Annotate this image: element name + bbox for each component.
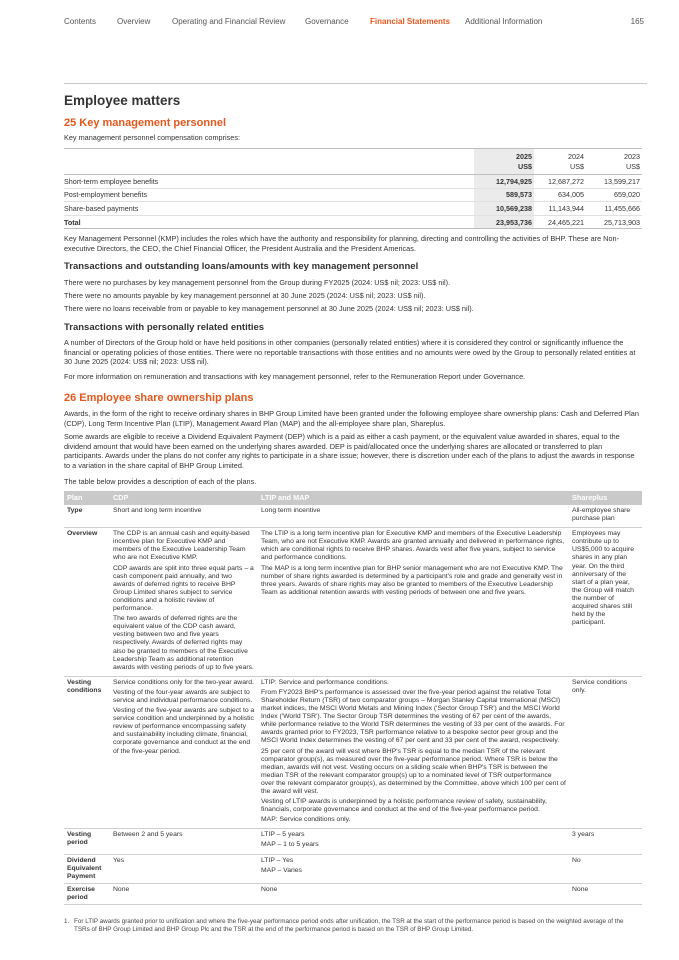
plans-cell-paragraph: Employees may contribute up to US$5,000 to acquire shares in any plan year. On the third anniversary of the start of a plan year, the Group will match the number of acquired shares still held by the participant. bbox=[572, 530, 634, 627]
plans-row-label: Exercise period bbox=[64, 883, 110, 904]
plans-cell-paragraph: The MAP is a long term incentive plan for BHP senior management who are not Executive KMP. The number of share rights awarded is determined by a participant's role and grade and generally vest in three years. Awards of share rights may also be granted to members of the Executive Leadership Team as additional retention awards with vesting periods of between one and five years. bbox=[261, 564, 563, 596]
plans-row-label: Dividend Equivalent Payment bbox=[64, 854, 110, 883]
plans-cell-paragraph: 25 per cent of the award will vest where BHP's TSR is equal to the median TSR of the relevant comparator group(s), as measured over the five-year performance period. Where TSR is below the median, awards will not vest. Vesting occurs on a sliding scale when BHP's TSR is between the median TSR of the relevant comparator group(s) up to a nominated level of TSR outperformance over the relevant comparator group(s), as determined by the Committee, above which 100 per cent of the award will vest. bbox=[261, 747, 566, 795]
cell-2025: 23,953,736 bbox=[474, 215, 534, 229]
plans-cell-paragraph: Service conditions only for the two-year award. bbox=[113, 678, 254, 686]
section-25-title: 25 Key management personnel bbox=[64, 117, 227, 129]
plans-cell-paragraph: LTIP – 5 years bbox=[261, 831, 305, 839]
plans-cell-paragraph: Vesting of the five-year awards are subject to a service condition and underpinned by a holistic review of performance encompassing safety and sustainability including climate, financial, corporate governance and conduct at the end of the five-year period. bbox=[113, 707, 255, 755]
plans-cell-shareplus bbox=[569, 528, 642, 677]
plans-cell-ltip bbox=[258, 829, 569, 854]
plans-table-row bbox=[64, 854, 642, 883]
plans-cell-paragraph: Short and long term incentive bbox=[113, 507, 202, 514]
plans-cell-cdp bbox=[110, 829, 258, 854]
page-title: Employee matters bbox=[64, 93, 181, 108]
plans-row-label: Vesting period bbox=[64, 829, 110, 854]
esop-paragraph-2: Some awards are eligible to receive a Dividend Equivalent Payment (DEP) which is a paid as either a cash payment, or the equivalent value awarded in shares, equal to the dividend amount that would have been earned on the underlying shares awarded. DEP is paid/allocated once the underlying shares are allocated or transferred to plan participants. Awards under the plans do not confer any rights to participate in a share issue; however, there is discretion under each of the plans to adjust the awards in response to a variation in the share capital of BHP Group Limited. bbox=[64, 432, 635, 470]
related-entities-heading: Transactions with personally related entities bbox=[64, 322, 265, 333]
plans-cell-paragraph: No bbox=[572, 856, 581, 864]
plans-cell-paragraph: Long term incentive bbox=[261, 507, 321, 514]
nav-link-additional-information[interactable]: Additional Information bbox=[465, 17, 543, 26]
cell-2025: 12,794,925 bbox=[474, 175, 534, 189]
plans-cell-shareplus bbox=[569, 829, 642, 854]
cell-2025: 10,569,238 bbox=[474, 202, 534, 216]
footnote-number: 1. bbox=[64, 918, 70, 925]
section-26-title: 26 Employee share ownership plans bbox=[64, 392, 254, 404]
plans-cell-ltip bbox=[258, 883, 569, 904]
loans-line: There were no purchases by key management personnel from the Group during FY2025 (2024: US$ nil; 2023: US$ nil). bbox=[64, 278, 451, 287]
plans-cell-paragraph: None bbox=[113, 885, 130, 893]
footnote bbox=[64, 918, 640, 934]
plans-row-label: Type bbox=[64, 505, 110, 528]
cell-2024: 24,465,221 bbox=[534, 215, 586, 229]
plans-cell-paragraph: Yes bbox=[113, 856, 125, 864]
col-header-2023: 2023 US$ bbox=[624, 152, 640, 171]
cell-2024: 634,005 bbox=[534, 188, 586, 202]
plans-cell-shareplus bbox=[569, 854, 642, 883]
plans-cell-cdp bbox=[110, 854, 258, 883]
plans-table-row bbox=[64, 883, 642, 904]
cell-2023: 659,020 bbox=[586, 188, 642, 202]
plans-cell-paragraph: The LTIP is a long term incentive plan for Executive KMP and members of the Executive Leadership Team, who are not Executive KMP. Awards are granted annually and delivered in performance rights, which are conditional rights to receive BHP shares. Awards vest after five years, subject to service and performance conditions. bbox=[261, 530, 565, 562]
row-label: Post-employment benefits bbox=[64, 188, 474, 202]
plans-cell-cdp bbox=[110, 676, 258, 829]
plans-cell-paragraph: All-employee share purchase plan bbox=[572, 507, 631, 523]
plans-cell-ltip bbox=[258, 505, 569, 528]
cell-2023: 11,455,666 bbox=[586, 202, 642, 216]
kmp-intro: Key management personnel compensation comprises: bbox=[64, 133, 241, 142]
table-row bbox=[64, 202, 642, 216]
loans-heading: Transactions and outstanding loans/amounts with key management personnel bbox=[64, 261, 419, 272]
plans-cell-ltip bbox=[258, 528, 569, 677]
plans-cell-paragraph: The CDP is an annual cash and equity-based incentive plan for Executive KMP and members of the Executive Leadership Team who are not Executive KMP. bbox=[113, 530, 250, 562]
esop-paragraph-3: The table below provides a description of each of the plans. bbox=[64, 477, 257, 486]
plans-table-header bbox=[64, 491, 642, 505]
plans-cell-paragraph: None bbox=[572, 885, 589, 893]
header-cdp: CDP bbox=[110, 491, 258, 505]
plans-row-label: Overview bbox=[64, 528, 110, 677]
plans-table-row bbox=[64, 528, 642, 677]
plans-cell-cdp bbox=[110, 883, 258, 904]
kmp-table-header bbox=[64, 149, 642, 175]
kmp-definition-paragraph: Key Management Personnel (KMP) includes the roles which have the authority and responsibility for planning, directing and controlling the activities of BHP. These are Non-executive Directors, the CEO, the Chief Financial Officer, the President Australia and the President Americas. bbox=[64, 234, 620, 253]
related-entities-more: For more information on remuneration and transactions with key management personnel, refer to the Remuneration Report under Governance. bbox=[64, 372, 526, 381]
plans-cell-paragraph: MAP – 1 to 5 years bbox=[261, 841, 319, 849]
col-header-2025: 2025 US$ bbox=[474, 149, 534, 175]
nav-link-governance[interactable]: Governance bbox=[305, 17, 349, 26]
plans-table-row bbox=[64, 676, 642, 829]
top-navigation bbox=[64, 17, 644, 29]
plans-cell-paragraph: CDP awards are split into three equal parts – a cash component paid annually, and two awards of deferred rights to receive BHP Group Limited shares subject to service conditions and a holistic review of performance. bbox=[113, 564, 254, 613]
nav-link-overview[interactable]: Overview bbox=[117, 17, 151, 26]
nav-link-financial-statements[interactable]: Financial Statements bbox=[370, 17, 451, 26]
plans-cell-paragraph: The two awards of deferred rights are the equivalent value of the CDP cash award, vesting between two and five years respectively. Awards of deferred rights may also be granted to members of the Executive Leadership Team as additional retention awards with vesting periods of up to five years. bbox=[113, 615, 254, 671]
plans-cell-paragraph: Between 2 and 5 years bbox=[113, 831, 183, 839]
plans-cell-paragraph: MAP – Varies bbox=[261, 866, 302, 874]
footnote-text: For LTIP awards granted prior to unification and where the five-year performance period ends after unification, the TSR at the start of the performance period is based on the weighted average of the TSRs of BHP Group Limited and BHP Group Plc and the TSR at the end of the performance period is based on the TSR of BHP Group Limited. bbox=[74, 918, 624, 933]
col-header-2024: 2024 US$ bbox=[568, 152, 584, 171]
loans-line: There were no amounts payable by key management personnel at 30 June 2025 (2024: US$ nil; 2023: US$ nil). bbox=[64, 291, 426, 300]
cell-2024: 12,687,272 bbox=[534, 175, 586, 189]
nav-link-contents[interactable]: Contents bbox=[64, 17, 97, 26]
plans-cell-paragraph: Vesting of the four-year awards are subject to service and individual performance conditions. bbox=[113, 688, 253, 704]
plans-table bbox=[64, 491, 642, 905]
cell-2023: 25,713,903 bbox=[586, 215, 642, 229]
plans-cell-paragraph: LTIP: Service and performance conditions. bbox=[261, 678, 389, 686]
plans-cell-ltip bbox=[258, 676, 569, 829]
plans-cell-paragraph: Service conditions only. bbox=[572, 678, 628, 694]
plans-cell-paragraph: Vesting of LTIP awards is underpinned by a holistic performance review of safety, sustainability, financials, corporate governance and conduct at the end of the five-year performance period. bbox=[261, 798, 547, 814]
plans-cell-paragraph: MAP: Service conditions only. bbox=[261, 816, 351, 824]
related-entities-paragraph: A number of Directors of the Group hold or have held positions in other companies (personally related entities) where it is considered they control or significantly influence the financial or operating policies of those entities. There were no reportable transactions with those entities and no amounts were owed by the Group to personally related entities at 30 June 2025 (2024: US$ nil; 2023: US$ nil). bbox=[64, 338, 636, 367]
kmp-compensation-table bbox=[64, 148, 642, 229]
cell-2023: 13,599,217 bbox=[586, 175, 642, 189]
header-divider bbox=[64, 83, 647, 84]
plans-table-row bbox=[64, 829, 642, 854]
plans-cell-ltip bbox=[258, 854, 569, 883]
plans-cell-cdp bbox=[110, 505, 258, 528]
header-ltip-map: LTIP and MAP bbox=[258, 491, 569, 505]
header-plan: Plan bbox=[64, 491, 110, 505]
plans-cell-cdp bbox=[110, 528, 258, 677]
row-label: Short-term employee benefits bbox=[64, 175, 474, 189]
row-label: Share-based payments bbox=[64, 202, 474, 216]
plans-row-label: Vesting conditions bbox=[64, 676, 110, 829]
plans-table-row bbox=[64, 505, 642, 528]
plans-cell-shareplus bbox=[569, 676, 642, 829]
plans-cell-paragraph: LTIP – Yes bbox=[261, 856, 294, 864]
header-shareplus: Shareplus bbox=[569, 491, 642, 505]
table-row bbox=[64, 175, 642, 189]
row-label: Total bbox=[64, 215, 474, 229]
plans-cell-shareplus bbox=[569, 505, 642, 528]
cell-2025: 589,573 bbox=[474, 188, 534, 202]
table-row-total bbox=[64, 215, 642, 229]
loans-line: There were no loans receivable from or payable to key management personnel at 30 June 2025 (2024: US$ nil; 2023: US$ nil). bbox=[64, 304, 474, 313]
table-row bbox=[64, 188, 642, 202]
plans-cell-paragraph: 3 years bbox=[572, 831, 595, 839]
plans-cell-paragraph: From FY2023 BHP's performance is assessed over the five-year period against the relative Total Shareholder Return (TSR) of two comparator groups – Morgan Stanley Capital International (MSCI) market indices, the MSCI World Metals and Mining Index ('Sector Group TSR') and the MSCI World Index ('World TSR'). The Sector Group TSR determines the vesting of 67 per cent of the awards, while performance relative to the World TSR determines the vesting of 33 per cent of the awards. For awards granted prior to FY2023, TSR performance relative to a bespoke sector peer group and the MSCI World Index determines the vesting of 67 per cent and 33 per cent of the award, respectively. bbox=[261, 688, 565, 745]
cell-2024: 11,143,944 bbox=[534, 202, 586, 216]
page-number: 165 bbox=[630, 17, 644, 26]
nav-link-operating-financial-review[interactable]: Operating and Financial Review bbox=[172, 17, 286, 26]
plans-cell-shareplus bbox=[569, 883, 642, 904]
esop-paragraph-1: Awards, in the form of the right to receive ordinary shares in BHP Group Limited have been granted under the following employee share ownership plans: Cash and Deferred Plan (CDP), Long Term Incentive Plan (LTIP), Management Award Plan (MAP) and the all-employee share plan, Shareplus. bbox=[64, 409, 639, 428]
plans-cell-paragraph: None bbox=[261, 885, 278, 893]
